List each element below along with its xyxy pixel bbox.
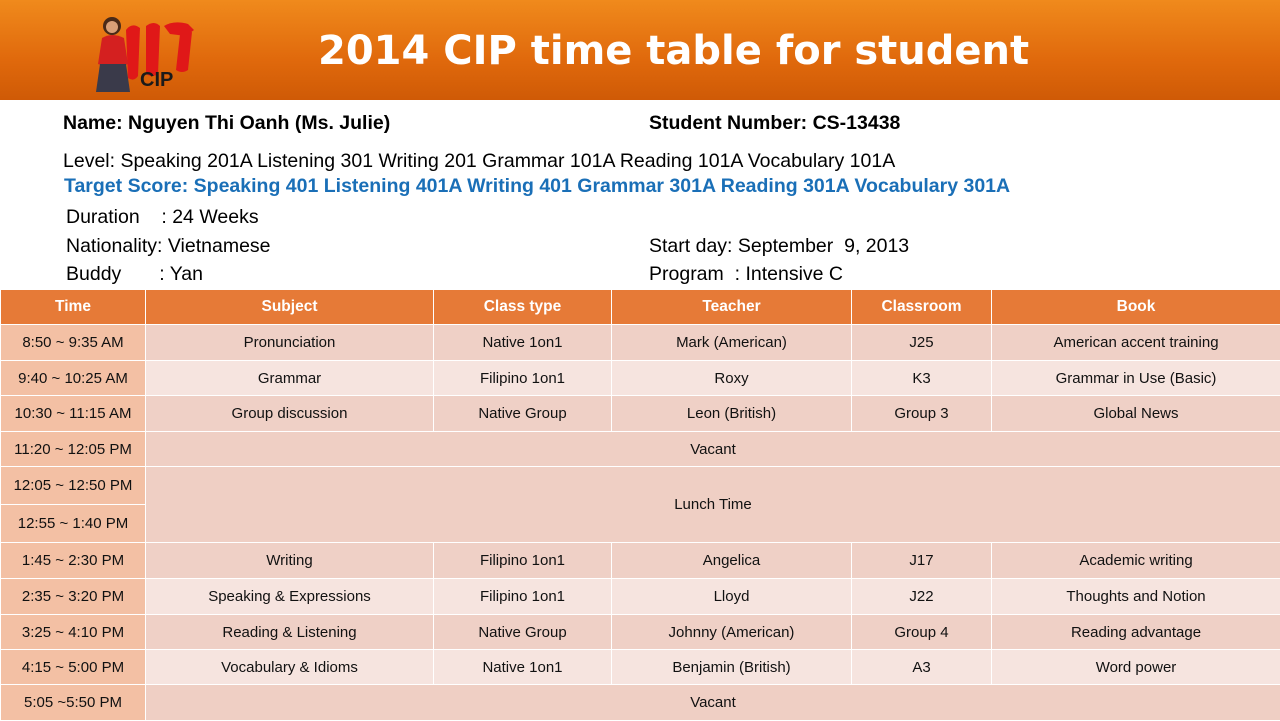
classroom-cell: K3 <box>852 361 992 396</box>
time-cell: 5:05 ~5:50 PM <box>1 685 146 721</box>
classroom-cell: Group 3 <box>852 396 992 432</box>
teacher-cell: Angelica <box>612 543 852 579</box>
time-cell: 9:40 ~ 10:25 AM <box>1 361 146 396</box>
book-cell: Grammar in Use (Basic) <box>992 361 1280 396</box>
teacher-cell: Benjamin (British) <box>612 650 852 685</box>
teacher-cell: Roxy <box>612 361 852 396</box>
table-row <box>1 650 1280 685</box>
header-teacher: Teacher <box>612 290 852 325</box>
header-classroom: Classroom <box>852 290 992 325</box>
teacher-cell: Johnny (American) <box>612 615 852 650</box>
class-type-cell: Native Group <box>434 615 612 650</box>
class-type-cell: Filipino 1on1 <box>434 543 612 579</box>
class-type-cell: Filipino 1on1 <box>434 579 612 615</box>
subject-cell: Writing <box>146 543 434 579</box>
student-name: Name: Nguyen Thi Oanh (Ms. Julie) <box>63 112 390 135</box>
program: Program : Intensive C <box>649 263 843 286</box>
time-cell: 11:20 ~ 12:05 PM <box>1 432 146 467</box>
table-row <box>1 396 1280 432</box>
subject-cell: Reading & Listening <box>146 615 434 650</box>
classroom-cell: J22 <box>852 579 992 615</box>
table-header-row <box>1 290 1280 325</box>
teacher-cell: Mark (American) <box>612 325 852 361</box>
class-type-cell: Native Group <box>434 396 612 432</box>
book-cell: Global News <box>992 396 1280 432</box>
time-cell: 4:15 ~ 5:00 PM <box>1 650 146 685</box>
book-cell: Word power <box>992 650 1280 685</box>
time-cell: 2:35 ~ 3:20 PM <box>1 579 146 615</box>
timetable <box>0 289 1280 721</box>
classroom-cell: Group 4 <box>852 615 992 650</box>
time-cell: 8:50 ~ 9:35 AM <box>1 325 146 361</box>
header-subject: Subject <box>146 290 434 325</box>
header-time: Time <box>1 290 146 325</box>
nationality: Nationality: Vietnamese <box>66 235 271 258</box>
start-day: Start day: September 9, 2013 <box>649 235 909 258</box>
subject-cell: Grammar <box>146 361 434 396</box>
teacher-cell: Lloyd <box>612 579 852 615</box>
table-row <box>1 467 1280 505</box>
class-type-cell: Native 1on1 <box>434 650 612 685</box>
book-cell: American accent training <box>992 325 1280 361</box>
time-cell: 12:05 ~ 12:50 PM <box>1 467 146 505</box>
vacant-cell: Vacant <box>146 432 1280 467</box>
classroom-cell: J17 <box>852 543 992 579</box>
header-book: Book <box>992 290 1280 325</box>
book-cell: Academic writing <box>992 543 1280 579</box>
title-banner <box>0 0 1280 100</box>
subject-cell: Group discussion <box>146 396 434 432</box>
student-level: Level: Speaking 201A Listening 301 Writing 201 Grammar 101A Reading 101A Vocabulary 101A <box>63 150 895 173</box>
subject-cell: Speaking & Expressions <box>146 579 434 615</box>
logo-text: CIP <box>140 69 173 91</box>
time-cell: 10:30 ~ 11:15 AM <box>1 396 146 432</box>
lunch-cell: Lunch Time <box>146 467 1280 543</box>
book-cell: Thoughts and Notion <box>992 579 1280 615</box>
vacant-cell: Vacant <box>146 685 1280 721</box>
time-cell: 12:55 ~ 1:40 PM <box>1 505 146 543</box>
classroom-cell: A3 <box>852 650 992 685</box>
table-row <box>1 685 1280 721</box>
classroom-cell: J25 <box>852 325 992 361</box>
subject-cell: Vocabulary & Idioms <box>146 650 434 685</box>
duration: Duration : 24 Weeks <box>66 206 259 229</box>
table-row <box>1 579 1280 615</box>
buddy: Buddy : Yan <box>66 263 203 286</box>
table-row <box>1 543 1280 579</box>
student-number: Student Number: CS-13438 <box>649 112 900 135</box>
class-type-cell: Native 1on1 <box>434 325 612 361</box>
page-title: 2014 CIP time table for student <box>318 28 1029 74</box>
table-row <box>1 432 1280 467</box>
teacher-cell: Leon (British) <box>612 396 852 432</box>
time-cell: 3:25 ~ 4:10 PM <box>1 615 146 650</box>
subject-cell: Pronunciation <box>146 325 434 361</box>
table-row <box>1 361 1280 396</box>
target-score: Target Score: Speaking 401 Listening 401A Writing 401 Grammar 301A Reading 301A Vocabulary 301A <box>64 175 1010 198</box>
book-cell: Reading advantage <box>992 615 1280 650</box>
time-cell: 1:45 ~ 2:30 PM <box>1 543 146 579</box>
cip-logo <box>88 12 208 96</box>
class-type-cell: Filipino 1on1 <box>434 361 612 396</box>
header-class-type: Class type <box>434 290 612 325</box>
table-row <box>1 615 1280 650</box>
table-row <box>1 325 1280 361</box>
